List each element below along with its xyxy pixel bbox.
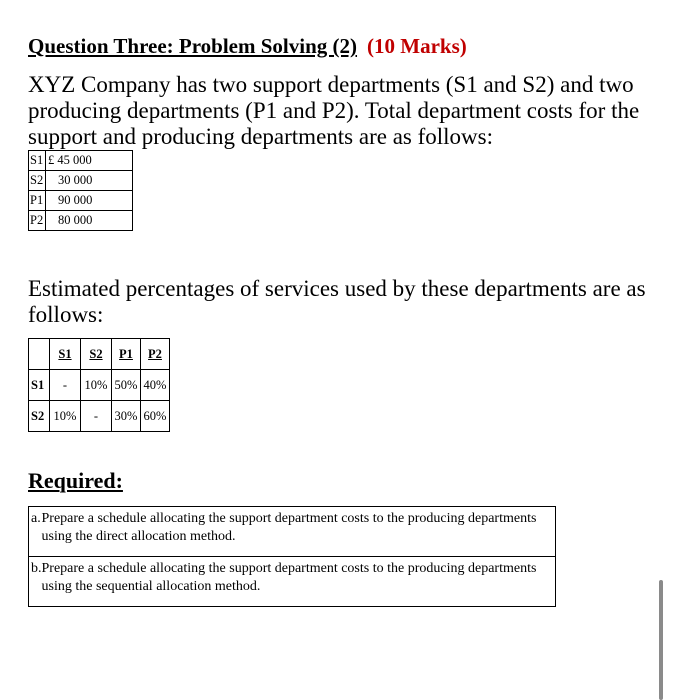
table-row (29, 370, 170, 401)
header-cell (29, 339, 50, 370)
department-costs-table (28, 150, 133, 231)
question-heading (28, 34, 467, 59)
header-cell: S1 (50, 339, 81, 370)
intro-paragraph: XYZ Company has two support departments (S1 and S2) and two producing departments (P1 and P2). Total department costs for the support and producing departments are as follows: (28, 72, 640, 149)
table-row (29, 557, 556, 607)
question-marks: (10 Marks) (367, 34, 467, 58)
header-cell: P1 (112, 339, 141, 370)
header-cell: P2 (141, 339, 170, 370)
task-text: Prepare a schedule allocating the support department costs to the producing departments using the sequential allocation method. (42, 557, 556, 607)
vertical-scrollbar[interactable] (659, 580, 663, 700)
pct-cell: 60% (141, 401, 170, 432)
cost-dept: S1 (29, 151, 46, 171)
header-cell: S2 (81, 339, 112, 370)
table-row (29, 191, 133, 211)
table-row (29, 401, 170, 432)
cost-dept: S2 (29, 171, 46, 191)
cost-amount: £ 45 000 (46, 151, 133, 171)
row-label: S1 (29, 370, 50, 401)
tasks-table (28, 506, 556, 607)
task-text: Prepare a schedule allocating the support department costs to the producing departments using the direct allocation method. (42, 507, 556, 557)
cost-amount: 80 000 (46, 211, 133, 231)
pct-cell: 30% (112, 401, 141, 432)
pct-cell: - (50, 370, 81, 401)
table-row (29, 171, 133, 191)
pct-cell: 40% (141, 370, 170, 401)
table-row (29, 151, 133, 171)
pct-cell: 10% (81, 370, 112, 401)
cost-amount: 90 000 (46, 191, 133, 211)
estimate-paragraph: Estimated percentages of services used by these departments are as follows: (28, 276, 646, 327)
cost-dept: P1 (29, 191, 46, 211)
question-title: Question Three: Problem Solving (2) (28, 34, 358, 58)
service-percentages-table (28, 338, 170, 432)
required-heading: Required: (28, 468, 123, 493)
task-label: a. (29, 507, 42, 557)
table-row (29, 507, 556, 557)
row-label: S2 (29, 401, 50, 432)
pct-cell: 10% (50, 401, 81, 432)
table-header-row (29, 339, 170, 370)
pct-cell: 50% (112, 370, 141, 401)
task-label: b. (29, 557, 42, 607)
cost-dept: P2 (29, 211, 46, 231)
cost-amount: 30 000 (46, 171, 133, 191)
table-row (29, 211, 133, 231)
pct-cell: - (81, 401, 112, 432)
